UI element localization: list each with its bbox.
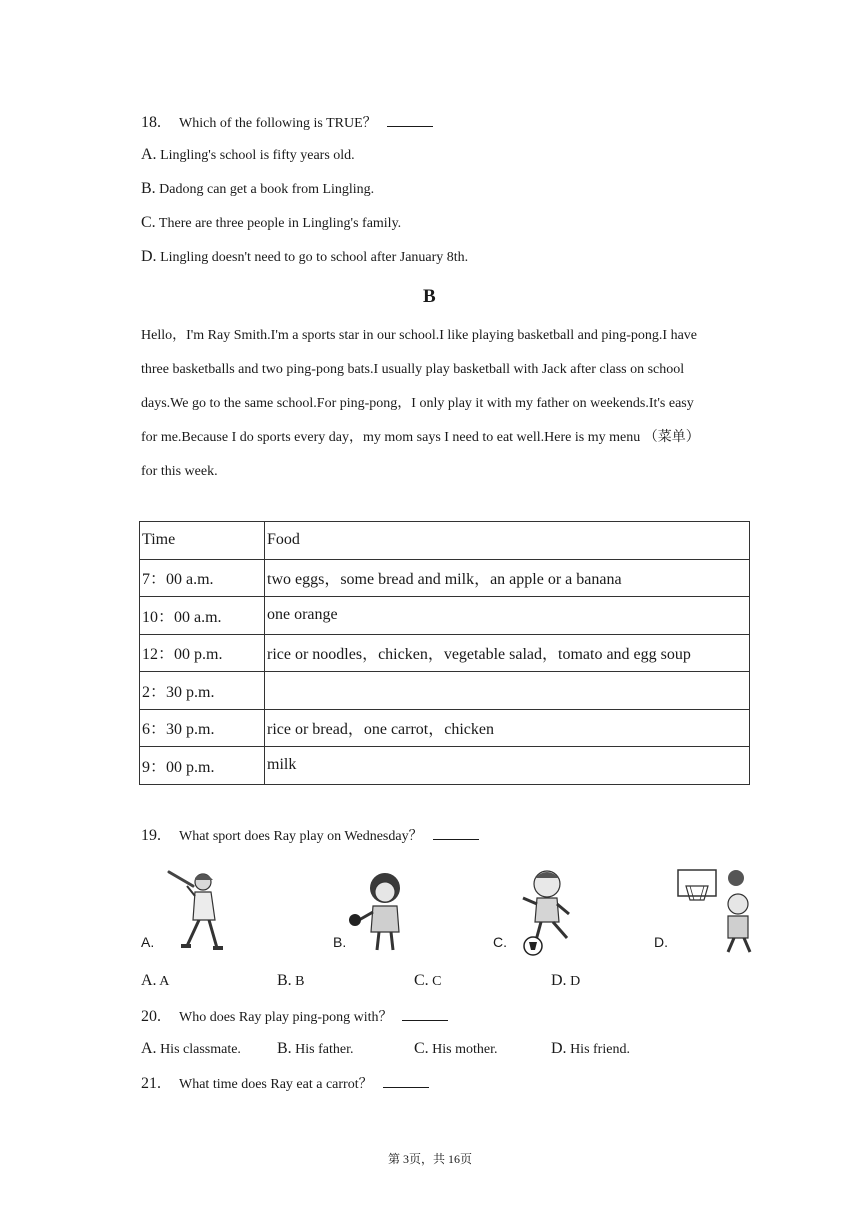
passage-line: for me.Because I do sports every day，my mom says I need to eat well.Here is my menu （菜单） bbox=[141, 430, 700, 445]
option-c[interactable]: C. There are three people in Lingling's family. bbox=[141, 214, 402, 231]
picture-option-a[interactable] bbox=[141, 864, 241, 956]
answer-blank[interactable] bbox=[402, 1008, 448, 1021]
option-d[interactable]: D. Lingling doesn't need to go to school after January 8th. bbox=[141, 248, 469, 265]
question-number: 20. bbox=[141, 1008, 161, 1025]
food-cell: rice or bread，one carrot，chicken bbox=[265, 709, 750, 747]
question-number: 21. bbox=[141, 1075, 161, 1092]
option-d[interactable]: D. His friend. bbox=[551, 1040, 630, 1057]
option-c[interactable]: C. His mother. bbox=[414, 1040, 498, 1057]
table-row bbox=[140, 709, 750, 747]
passage-line: days.We go to the same school.For ping-pong，I only play it with my father on weekends.It's easy bbox=[141, 396, 694, 411]
question-text: Which of the following is TRUE？ bbox=[179, 116, 377, 131]
picture-option-c[interactable] bbox=[493, 864, 593, 956]
option-a[interactable]: A. A bbox=[141, 972, 170, 989]
food-cell bbox=[265, 672, 750, 710]
ping-pong-player-icon bbox=[333, 864, 433, 956]
picture-option-b[interactable] bbox=[333, 864, 433, 956]
time-cell: 9：00 p.m. bbox=[140, 747, 265, 785]
table-row bbox=[140, 559, 750, 597]
picture-label: D. bbox=[654, 934, 668, 950]
question-text: What sport does Ray play on Wednesday？ bbox=[179, 829, 423, 844]
picture-label: C. bbox=[493, 934, 507, 950]
table-row bbox=[140, 597, 750, 635]
question-18 bbox=[141, 112, 433, 132]
option-c[interactable]: C. C bbox=[414, 972, 442, 989]
basketball-player-icon bbox=[654, 864, 754, 956]
option-a[interactable]: A. Lingling's school is fifty years old. bbox=[141, 146, 355, 163]
soccer-player-icon bbox=[493, 864, 593, 956]
question-text: Who does Ray play ping-pong with？ bbox=[179, 1010, 393, 1025]
food-cell: one orange bbox=[265, 597, 750, 635]
passage-line: for this week. bbox=[141, 464, 218, 479]
baseball-player-icon bbox=[141, 864, 241, 956]
option-b[interactable]: B. B bbox=[277, 972, 305, 989]
time-cell: 6：30 p.m. bbox=[140, 709, 265, 747]
table-row bbox=[140, 747, 750, 785]
option-b[interactable]: B. His father. bbox=[277, 1040, 354, 1057]
time-cell: 12：00 p.m. bbox=[140, 634, 265, 672]
food-cell: rice or noodles，chicken，vegetable salad，tomato and egg soup bbox=[265, 634, 750, 672]
picture-label: B. bbox=[333, 934, 347, 950]
table-row bbox=[140, 634, 750, 672]
picture-label: A. bbox=[141, 934, 155, 950]
picture-option-d[interactable] bbox=[654, 864, 754, 956]
question-21 bbox=[141, 1073, 429, 1093]
question-text: What time does Ray eat a carrot？ bbox=[179, 1077, 373, 1092]
answer-blank[interactable] bbox=[387, 114, 433, 127]
food-cell: two eggs，some bread and milk，an apple or a banana bbox=[265, 559, 750, 597]
header-cell-time: Time bbox=[140, 522, 265, 560]
page-footer: 第 3页，共 16页 bbox=[387, 1152, 472, 1166]
menu-table bbox=[139, 521, 750, 785]
option-a[interactable]: A. His classmate. bbox=[141, 1040, 241, 1057]
reading-passage bbox=[141, 319, 751, 489]
time-cell: 10：00 a.m. bbox=[140, 597, 265, 635]
section-heading: B bbox=[423, 286, 436, 307]
header-cell-food: Food bbox=[265, 522, 750, 560]
time-cell: 7：00 a.m. bbox=[140, 559, 265, 597]
option-b[interactable]: B. Dadong can get a book from Lingling. bbox=[141, 180, 375, 197]
answer-blank[interactable] bbox=[433, 827, 479, 840]
food-cell: milk bbox=[265, 747, 750, 785]
passage-line: three basketballs and two ping-pong bats.I usually play basketball with Jack after class on school bbox=[141, 362, 685, 377]
time-cell: 2：30 p.m. bbox=[140, 672, 265, 710]
question-19 bbox=[141, 825, 479, 845]
question-number: 18. bbox=[141, 114, 161, 131]
passage-line: Hello，I'm Ray Smith.I'm a sports star in our school.I like playing basketball and ping-pong.I have bbox=[141, 328, 698, 343]
question-number: 19. bbox=[141, 827, 161, 844]
question-20 bbox=[141, 1006, 448, 1026]
table-row bbox=[140, 672, 750, 710]
option-d[interactable]: D. D bbox=[551, 972, 581, 989]
answer-blank[interactable] bbox=[383, 1075, 429, 1088]
table-header-row bbox=[140, 522, 750, 560]
